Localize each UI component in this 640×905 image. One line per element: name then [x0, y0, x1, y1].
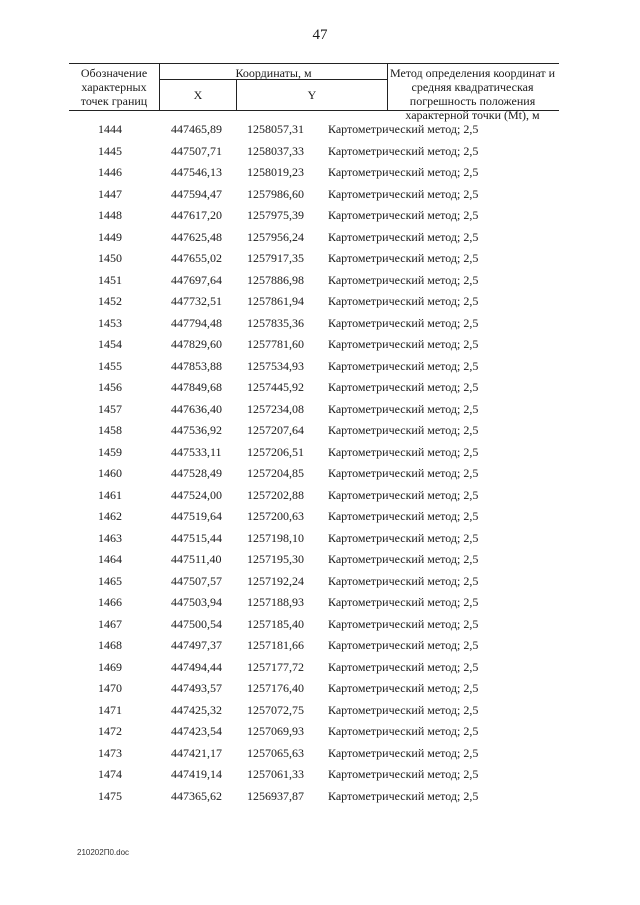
method-cell: Картометрический метод; 2,5 — [328, 186, 479, 201]
table-row — [0, 359, 640, 381]
coord-y: 1257195,30 — [247, 552, 304, 566]
table-row — [0, 617, 640, 639]
coord-y: 1257206,51 — [247, 444, 304, 459]
point-id: 1447 — [98, 186, 122, 201]
coord-x: 447524,00 — [171, 487, 222, 502]
point-id: 1459 — [98, 444, 122, 459]
table-row — [0, 122, 640, 144]
method-cell: Картометрический метод; 2,5 — [328, 724, 479, 738]
coord-x: 447732,51 — [171, 294, 222, 308]
table-row — [0, 724, 640, 746]
table-row — [0, 445, 640, 467]
point-id: 1455 — [98, 358, 122, 373]
coord-y: 1257534,93 — [247, 358, 304, 373]
coord-y: 1257069,93 — [247, 724, 304, 738]
coord-x: 447528,49 — [171, 466, 222, 480]
method-cell: Картометрический метод; 2,5 — [328, 530, 479, 545]
table-row — [0, 144, 640, 166]
coord-x: 447515,44 — [171, 530, 222, 545]
coord-x: 447625,48 — [171, 229, 222, 244]
coord-y: 1257204,85 — [247, 466, 304, 480]
header-coordinates-group — [159, 64, 388, 110]
method-cell: Картометрический метод; 2,5 — [328, 208, 479, 222]
table-row — [0, 552, 640, 574]
table-row — [0, 681, 640, 703]
method-cell: Картометрический метод; 2,5 — [328, 272, 479, 287]
point-id: 1458 — [98, 423, 122, 437]
coord-y: 1257192,24 — [247, 573, 304, 588]
point-id: 1473 — [98, 745, 122, 760]
table-row — [0, 165, 640, 187]
point-id: 1448 — [98, 208, 122, 222]
coord-x: 447519,64 — [171, 509, 222, 523]
method-cell: Картометрический метод; 2,5 — [328, 616, 479, 631]
table-row — [0, 638, 640, 660]
point-id: 1451 — [98, 272, 122, 287]
coord-y: 1257176,40 — [247, 681, 304, 695]
method-cell: Картометрический метод; 2,5 — [328, 251, 479, 265]
coord-x: 447594,47 — [171, 186, 222, 201]
coord-x: 447511,40 — [171, 552, 222, 566]
coord-x: 447425,32 — [171, 702, 222, 717]
point-id: 1450 — [98, 251, 122, 265]
coord-y: 1257200,63 — [247, 509, 304, 523]
coord-x: 447497,37 — [171, 638, 222, 652]
method-cell: Картометрический метод; 2,5 — [328, 423, 479, 437]
point-id: 1465 — [98, 573, 122, 588]
table-row — [0, 703, 640, 725]
coord-y: 1257781,60 — [247, 337, 304, 351]
table-row — [0, 251, 640, 273]
coord-y: 1257986,60 — [247, 186, 304, 201]
coord-x: 447794,48 — [171, 315, 222, 330]
header-designation: Обозначение характерных точек границ — [80, 66, 148, 108]
table-row — [0, 488, 640, 510]
point-id: 1452 — [98, 294, 122, 308]
coord-y: 1257835,36 — [247, 315, 304, 330]
point-id: 1475 — [98, 788, 122, 803]
method-cell: Картометрический метод; 2,5 — [328, 573, 479, 588]
coord-x: 447493,57 — [171, 681, 222, 695]
method-cell: Картометрический метод; 2,5 — [328, 745, 479, 760]
coord-y: 1258037,33 — [247, 143, 304, 158]
point-id: 1449 — [98, 229, 122, 244]
coord-y: 1257886,98 — [247, 272, 304, 287]
method-cell: Картометрический метод; 2,5 — [328, 659, 479, 674]
method-cell: Картометрический метод; 2,5 — [328, 509, 479, 523]
method-cell: Картометрический метод; 2,5 — [328, 337, 479, 351]
coord-y: 1256937,87 — [247, 788, 304, 803]
table-row — [0, 402, 640, 424]
method-cell: Картометрический метод; 2,5 — [328, 788, 479, 803]
method-cell: Картометрический метод; 2,5 — [328, 358, 479, 373]
method-cell: Картометрический метод; 2,5 — [328, 552, 479, 566]
page-number: 47 — [312, 27, 328, 43]
coord-x: 447849,68 — [171, 380, 222, 394]
point-id: 1468 — [98, 638, 122, 652]
coord-y: 1257061,33 — [247, 767, 304, 781]
table-row — [0, 767, 640, 789]
coord-y: 1257207,64 — [247, 423, 304, 437]
method-cell: Картометрический метод; 2,5 — [328, 315, 479, 330]
coord-x: 447503,94 — [171, 595, 222, 609]
point-id: 1461 — [98, 487, 122, 502]
point-id: 1467 — [98, 616, 122, 631]
point-id: 1470 — [98, 681, 122, 695]
coord-x: 447419,14 — [171, 767, 222, 781]
method-cell: Картометрический метод; 2,5 — [328, 143, 479, 158]
point-id: 1454 — [98, 337, 122, 351]
table-row — [0, 208, 640, 230]
table-row — [0, 660, 640, 682]
table-row — [0, 294, 640, 316]
coord-x: 447365,62 — [171, 788, 222, 803]
point-id: 1469 — [98, 659, 122, 674]
coord-y: 1258019,23 — [247, 165, 304, 179]
table-row — [0, 316, 640, 338]
table-row — [0, 466, 640, 488]
coord-x: 447421,17 — [171, 745, 222, 760]
table-row — [0, 531, 640, 553]
coord-x: 447507,71 — [171, 143, 222, 158]
coord-y: 1257198,10 — [247, 530, 304, 545]
coord-x: 447546,13 — [171, 165, 222, 179]
method-cell: Картометрический метод; 2,5 — [328, 380, 479, 394]
coord-y: 1258057,31 — [247, 122, 304, 136]
point-id: 1463 — [98, 530, 122, 545]
table-row — [0, 187, 640, 209]
coord-x: 447853,88 — [171, 358, 222, 373]
table-row — [0, 337, 640, 359]
method-cell: Картометрический метод; 2,5 — [328, 487, 479, 502]
method-cell: Картометрический метод; 2,5 — [328, 165, 479, 179]
point-id: 1460 — [98, 466, 122, 480]
footer-filename: 210202П0.doc — [77, 848, 130, 857]
point-id: 1472 — [98, 724, 122, 738]
coord-x: 447617,20 — [171, 208, 222, 222]
coord-x: 447636,40 — [171, 401, 222, 416]
coord-x: 447507,57 — [171, 573, 222, 588]
point-id: 1462 — [98, 509, 122, 523]
method-cell: Картометрический метод; 2,5 — [328, 595, 479, 609]
method-cell: Картометрический метод; 2,5 — [328, 401, 479, 416]
coord-x: 447697,64 — [171, 272, 222, 287]
table-row — [0, 746, 640, 768]
point-id: 1445 — [98, 143, 122, 158]
table-row — [0, 423, 640, 445]
coord-x: 447829,60 — [171, 337, 222, 351]
method-cell: Картометрический метод; 2,5 — [328, 122, 479, 136]
coord-y: 1257065,63 — [247, 745, 304, 760]
coord-y: 1257072,75 — [247, 702, 304, 717]
point-id: 1453 — [98, 315, 122, 330]
table-header — [69, 63, 559, 122]
table-body — [0, 122, 640, 810]
header-method: Метод определения координат и средняя квадратическая погрешность положения характерной точки (Mt), м — [389, 66, 556, 122]
coord-x: 447536,92 — [171, 423, 222, 437]
coord-x: 447500,54 — [171, 616, 222, 631]
point-id: 1471 — [98, 702, 122, 717]
coord-y: 1257185,40 — [247, 616, 304, 631]
point-id: 1444 — [98, 122, 122, 136]
coord-x: 447533,11 — [171, 444, 222, 459]
method-cell: Картометрический метод; 2,5 — [328, 681, 479, 695]
coord-y: 1257956,24 — [247, 229, 304, 244]
coord-y: 1257202,88 — [247, 487, 304, 502]
method-cell: Картометрический метод; 2,5 — [328, 466, 479, 480]
point-id: 1446 — [98, 165, 122, 179]
method-cell: Картометрический метод; 2,5 — [328, 702, 479, 717]
header-x: X — [160, 80, 237, 110]
coord-y: 1257177,72 — [247, 659, 304, 674]
table-row — [0, 574, 640, 596]
coord-y: 1257861,94 — [247, 294, 304, 308]
point-id: 1457 — [98, 401, 122, 416]
method-cell: Картометрический метод; 2,5 — [328, 294, 479, 308]
table-row — [0, 380, 640, 402]
table-row — [0, 595, 640, 617]
coord-x: 447655,02 — [171, 251, 222, 265]
coord-y: 1257975,39 — [247, 208, 304, 222]
table-row — [0, 230, 640, 252]
method-cell: Картометрический метод; 2,5 — [328, 767, 479, 781]
table-row — [0, 509, 640, 531]
method-cell: Картометрический метод; 2,5 — [328, 229, 479, 244]
coord-y: 1257188,93 — [247, 595, 304, 609]
point-id: 1456 — [98, 380, 122, 394]
coord-y: 1257445,92 — [247, 380, 304, 394]
coord-x: 447494,44 — [171, 659, 222, 674]
method-cell: Картометрический метод; 2,5 — [328, 444, 479, 459]
header-y: Y — [307, 88, 317, 102]
coord-x: 447465,89 — [171, 122, 222, 136]
method-cell: Картометрический метод; 2,5 — [328, 638, 479, 652]
point-id: 1474 — [98, 767, 122, 781]
coord-y: 1257234,08 — [247, 401, 304, 416]
point-id: 1466 — [98, 595, 122, 609]
coord-y: 1257917,35 — [247, 251, 304, 265]
point-id: 1464 — [98, 552, 122, 566]
table-row — [0, 789, 640, 811]
table-row — [0, 273, 640, 295]
header-coordinates: Координаты, м — [235, 66, 312, 80]
coord-y: 1257181,66 — [247, 638, 304, 652]
coord-x: 447423,54 — [171, 724, 222, 738]
